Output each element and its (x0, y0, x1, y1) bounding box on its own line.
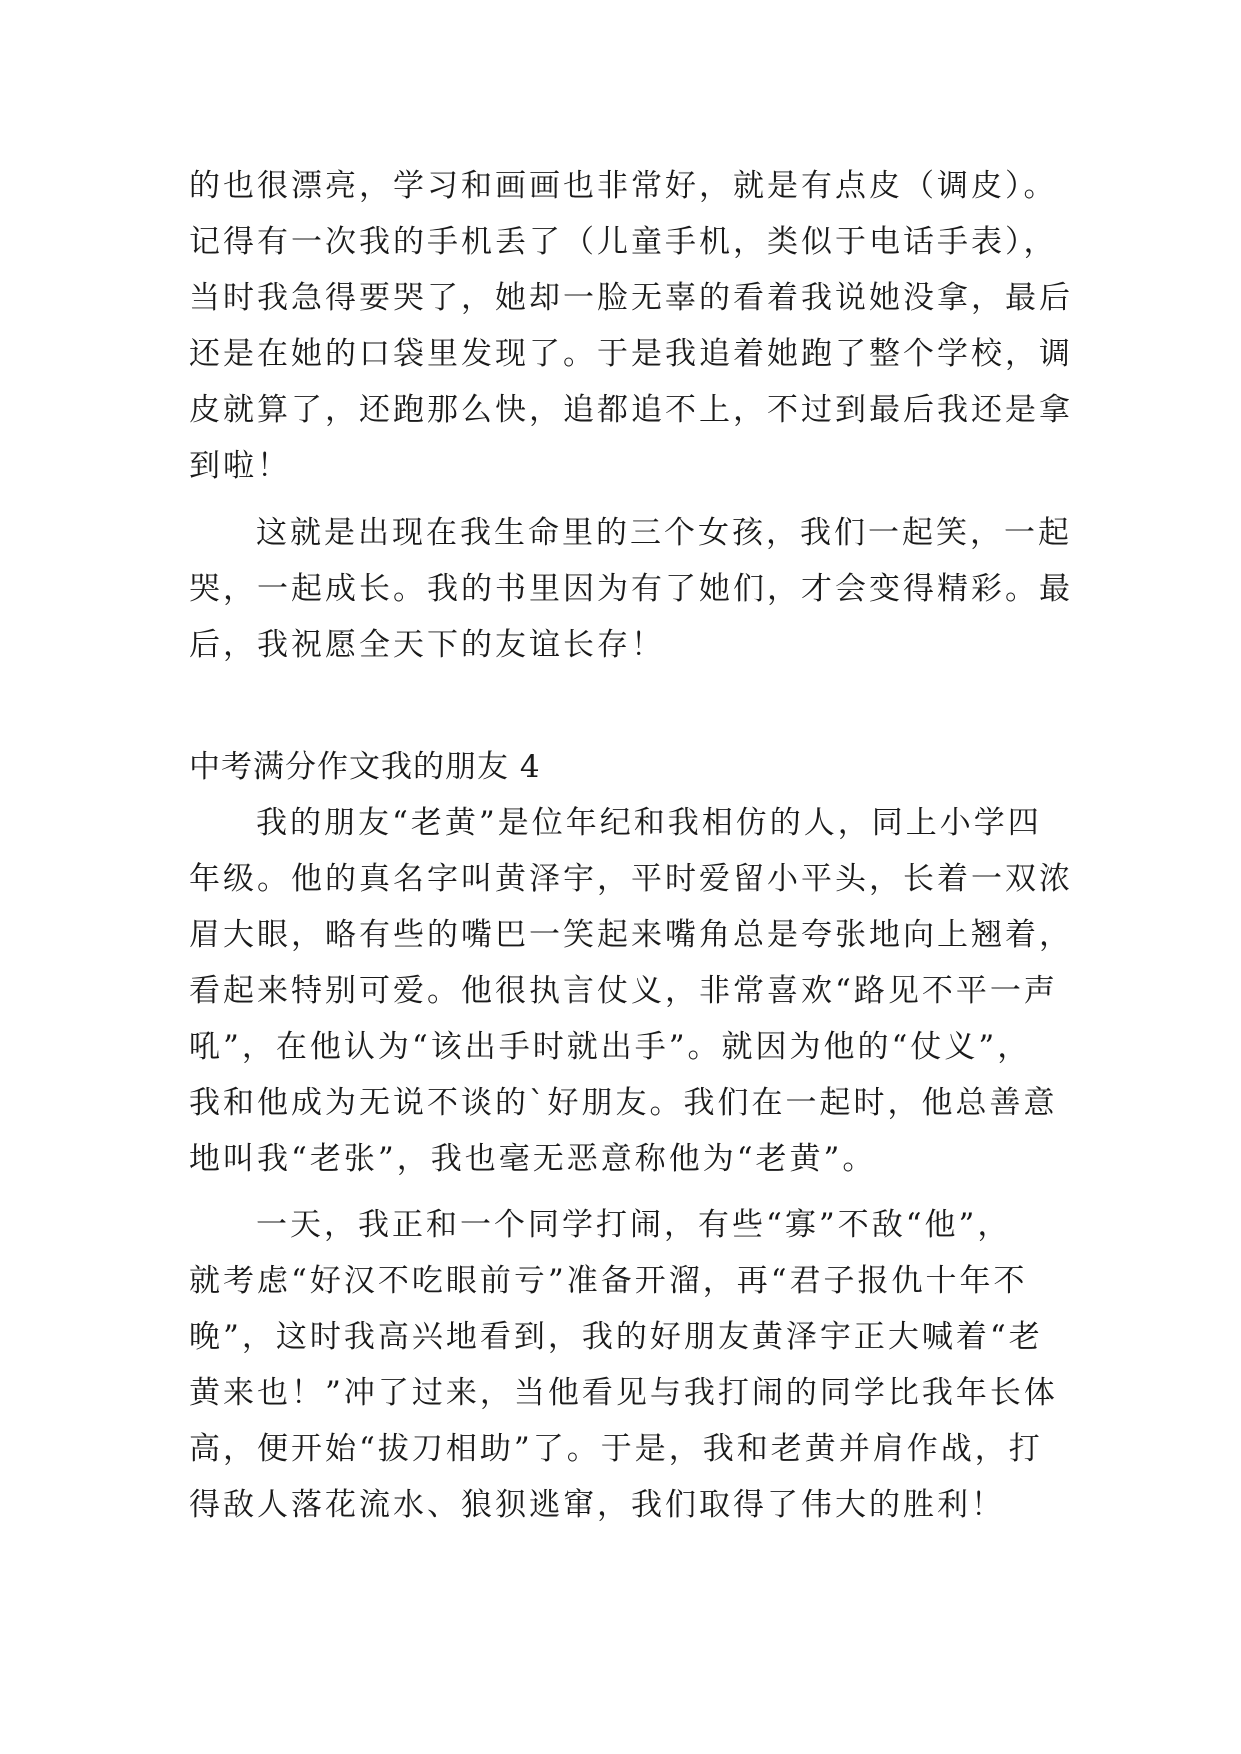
text-line: 晚”，这时我高兴地看到，我的好朋友黄泽宇正大喊着“老 (189, 1319, 1043, 1355)
text-line: 我和他成为无说不谈的`好朋友。我们在一起时，他总善意 (189, 1085, 1058, 1121)
text-line: 高，便开始“拔刀相助”了。于是，我和老黄并肩作战，打 (189, 1431, 1043, 1467)
text-line: 就考虑“好汉不吃眼前亏”准备开溜，再“君子报仇十年不 (189, 1263, 1028, 1299)
text-line: 一天，我正和一个同学打闹，有些“寡”不敌“他”， (256, 1207, 1012, 1243)
text-line: 皮就算了，还跑那么快，追都追不上，不过到最后我还是拿 (189, 392, 1073, 428)
text-line: 记得有一次我的手机丢了（儿童手机，类似于电话手表）， (189, 224, 1058, 260)
text-line: 当时我急得要哭了，她却一脸无辜的看着我说她没拿，最后 (189, 280, 1073, 316)
text-line: 到啦！ (189, 448, 291, 484)
text-line: 年级。他的真名字叫黄泽宇，平时爱留小平头，长着一双浓 (189, 861, 1073, 897)
text-line: 的也很漂亮，学习和画画也非常好，就是有点皮（调皮）。 (189, 168, 1058, 204)
section-heading: 中考满分作文我的朋友 4 (189, 749, 541, 785)
text-line: 地叫我“老张”，我也毫无恶意称他为“老黄”。 (189, 1141, 877, 1177)
text-line: 黄来也！”冲了过来，当他看见与我打闹的同学比我年长体 (189, 1375, 1058, 1411)
text-line: 得敌人落花流水、狼狈逃窜，我们取得了伟大的胜利！ (189, 1487, 1005, 1523)
text-line: 后，我祝愿全天下的友谊长存！ (189, 627, 665, 663)
text-line: 看起来特别可爱。他很执言仗义，非常喜欢“路见不平一声 (189, 973, 1058, 1009)
text-line: 哭，一起成长。我的书里因为有了她们，才会变得精彩。最 (189, 571, 1073, 607)
text-line: 这就是出现在我生命里的三个女孩，我们一起笑，一起 (256, 515, 1072, 551)
text-line: 眉大眼，略有些的嘴巴一笑起来嘴角总是夸张地向上翘着， (189, 917, 1073, 953)
text-line: 还是在她的口袋里发现了。于是我追着她跑了整个学校，调 (189, 336, 1073, 372)
text-line: 吼”，在他认为“该出手时就出手”。就因为他的“仗义”， (189, 1029, 1032, 1065)
text-line: 我的朋友“老黄”是位年纪和我相仿的人，同上小学四 (256, 805, 1042, 841)
